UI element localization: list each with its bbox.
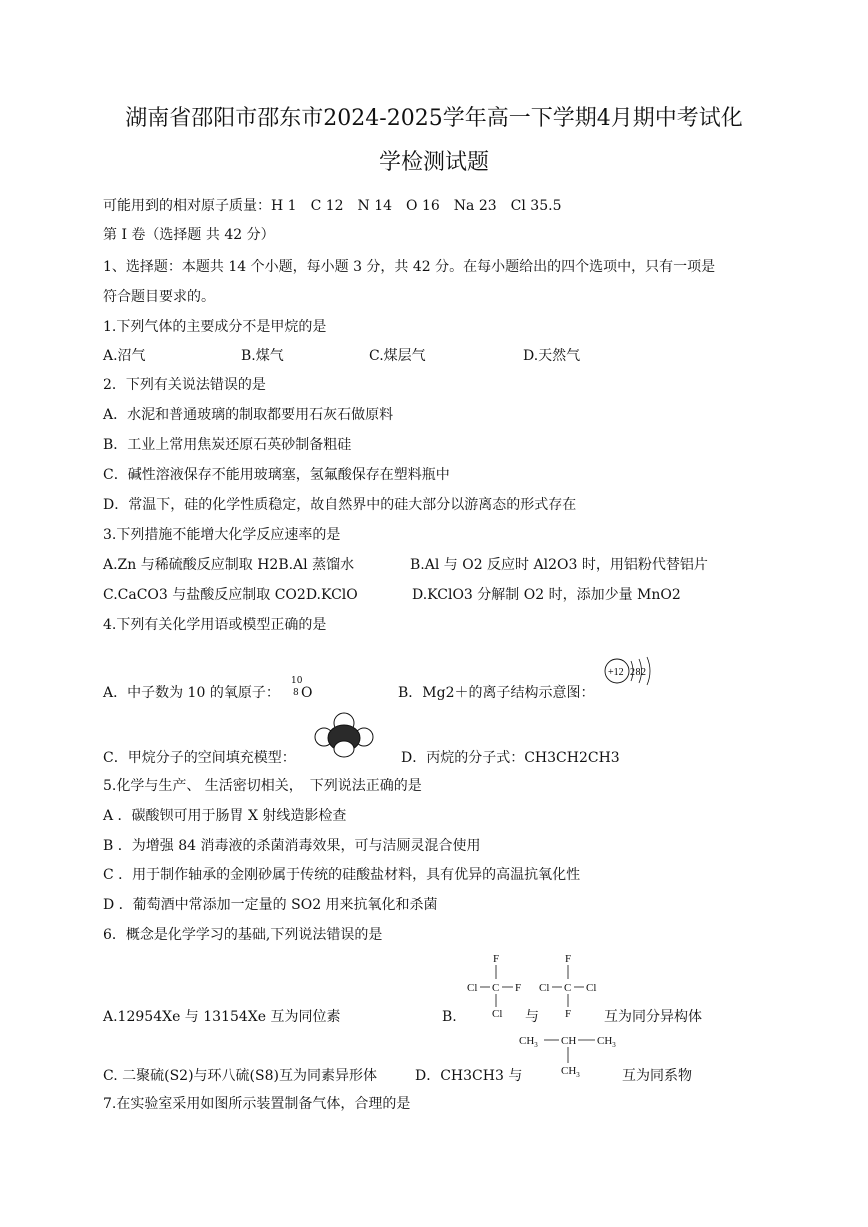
mg-ion-structure-diagram: [600, 652, 662, 696]
svg-text:CH3: [519, 1035, 538, 1049]
s1-left-atom: Cl: [467, 982, 478, 994]
s2-center-atom: C: [564, 982, 572, 994]
iso-left-sub: 3: [534, 1041, 538, 1049]
iso-bottom-group: CH: [561, 1065, 577, 1077]
q1-stem: 1.下列气体的主要成分不是甲烷的是: [103, 319, 327, 335]
q1-option-b: B.煤气: [241, 348, 284, 364]
section-heading: 第 I 卷（选择题 共 42 分）: [103, 227, 275, 243]
q1-option-d: D.天然气: [523, 348, 581, 364]
isobutane-structure: [515, 1028, 627, 1082]
q3-option-d: D.KClO3 分解制 O2 时，添加少量 MnO2: [412, 587, 681, 603]
s1-center-atom: C: [492, 982, 500, 994]
s1-bottom-atom: Cl: [492, 1008, 503, 1020]
q5-option-b: B ．为增强 84 消毒液的杀菌消毒效果，可与洁厕灵混合使用: [103, 838, 481, 854]
iso-right-group: CH: [597, 1035, 613, 1047]
electron-shells: 282: [630, 667, 647, 678]
q5-option-a: A ．碳酸钡可用于肠胃 X 射线造影检查: [103, 808, 347, 824]
q6-option-b-label: B.: [442, 1009, 457, 1025]
iso-bottom-sub: 3: [576, 1071, 580, 1079]
q2-stem: 2．下列有关说法错误的是: [103, 377, 266, 393]
q6-option-a: A.12954Xe 与 13154Xe 互为同位素: [103, 1009, 341, 1025]
q4-option-d: D．丙烷的分子式：CH3CH2CH3: [401, 750, 620, 766]
svg-text:CH3: [597, 1035, 616, 1049]
q1-option-a: A.沼气: [103, 348, 146, 364]
instructions-line-1: 1、选择题：本题共 14 个小题，每小题 3 分，共 42 分。在每小题给出的四个选项中，只有一项是: [103, 259, 716, 275]
q2-option-d: D．常温下，硅的化学性质稳定，故自然界中的硅大部分以游离态的形式存在: [103, 497, 577, 513]
q6-option-b-and: 与: [525, 1009, 539, 1025]
iso-right-sub: 3: [612, 1041, 616, 1049]
svg-text:CH3: [561, 1065, 580, 1079]
q2-option-b: B．工业上常用焦炭还原石英砂制备粗硅: [103, 437, 352, 453]
q4-stem: 4.下列有关化学用语或模型正确的是: [103, 617, 327, 633]
instructions-line-2: 符合题目要求的。: [103, 289, 215, 305]
q2-option-a: A．水泥和普通玻璃的制取都要用石灰石做原料: [103, 407, 394, 423]
q6-option-c: C. 二聚硫(S2)与环八硫(S8)互为同素异形体: [103, 1068, 377, 1084]
s1-right-atom: F: [515, 982, 522, 994]
document-title-line-1: 湖南省邵阳市邵东市2024-2025学年高一下学期4月期中考试化: [125, 106, 743, 131]
s2-top-atom: F: [565, 953, 572, 965]
dichlorodifluoromethane-structure-2: [534, 948, 604, 1022]
iso-left-group: CH: [519, 1035, 535, 1047]
q3-option-a: A.Zn 与稀硫酸反应制取 H2B.Al 蒸馏水: [103, 557, 355, 573]
isotope-symbol: O: [301, 685, 313, 701]
q2-option-c: C．碱性溶液保存不能用玻璃塞，氢氟酸保存在塑料瓶中: [103, 467, 450, 483]
q6-option-d-text: D．CH3CH3 与: [415, 1068, 523, 1084]
q5-stem: 5.化学与生产、 生活密切相关， 下列说法正确的是: [103, 778, 422, 794]
atomic-masses: 可能用到的相对原子质量：H 1 C 12 N 14 O 16 Na 23 Cl 35.5: [103, 198, 562, 214]
q3-stem: 3.下列措施不能增大化学反应速率的是: [103, 527, 341, 543]
nucleus-charge: +12: [608, 667, 624, 678]
dichlorodifluoromethane-structure-1: [462, 948, 532, 1022]
q5-option-c: C ．用于制作轴承的金刚砂属于传统的硅酸盐材料，具有优异的高温抗氧化性: [103, 867, 581, 883]
s2-right-atom: Cl: [586, 982, 597, 994]
s2-bottom-atom: F: [565, 1008, 572, 1020]
oxygen-isotope-notation: [288, 676, 318, 706]
q6-stem: 6．概念是化学学习的基础,下列说法错误的是: [103, 927, 383, 943]
q6-option-d-tail: 互为同系物: [622, 1068, 692, 1084]
q7-stem: 7.在实验室采用如图所示装置制备气体，合理的是: [103, 1096, 411, 1112]
q4-option-c: C．甲烷分子的空间填充模型：: [103, 750, 296, 766]
s1-top-atom: F: [493, 953, 500, 965]
q1-option-c: C.煤层气: [369, 348, 426, 364]
q4-option-a: A．中子数为 10 的氧原子：: [103, 685, 280, 701]
q3-option-b: B.Al 与 O2 反应时 Al2O3 时，用铝粉代替铝片: [410, 557, 708, 573]
isotope-atomic-number: 8: [293, 688, 299, 698]
q3-option-c: C.CaCO3 与盐酸反应制取 CO2D.KClO: [103, 587, 358, 603]
q4-option-b: B．Mg2＋的离子结构示意图：: [398, 685, 595, 701]
q5-option-d: D ．葡萄酒中常添加一定量的 SO2 用来抗氧化和杀菌: [103, 897, 438, 913]
q6-option-b-tail: 互为同分异构体: [604, 1009, 702, 1025]
document-title-line-2: 学检测试题: [378, 150, 489, 175]
s2-left-atom: Cl: [539, 982, 550, 994]
isotope-mass-number: 10: [291, 676, 303, 686]
methane-space-filling-model: [314, 712, 374, 758]
iso-center-group: CH: [561, 1035, 577, 1047]
